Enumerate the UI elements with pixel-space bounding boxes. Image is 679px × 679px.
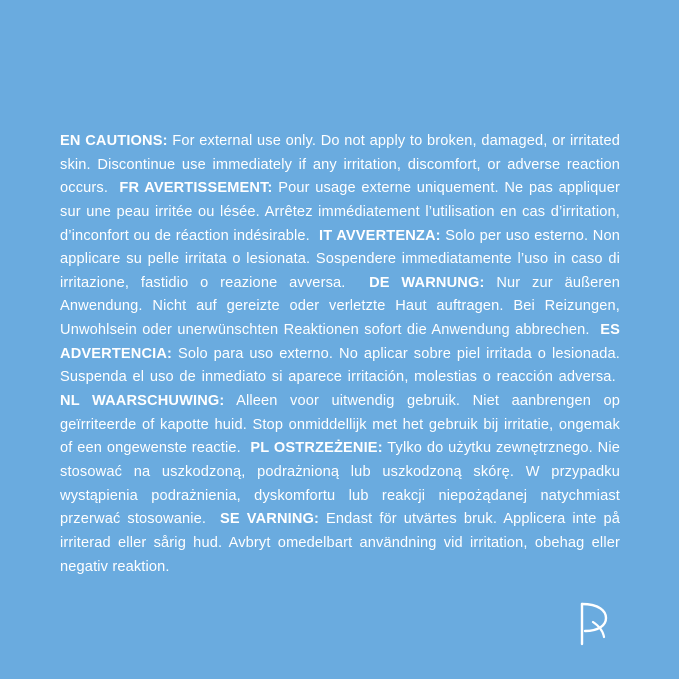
caution-body-fr: Pour usage externe uniquement. Ne pas appliquer sur une peau irritée ou lésée. Arrêtez immédiatement l’utilisation en cas d’irritation, d’inconfort ou de réaction indésirable. <box>60 180 620 244</box>
brand-monogram-icon <box>573 600 613 646</box>
caution-label-se: SE VARNING: <box>220 511 320 528</box>
caution-body-de: Nur zur äußeren Anwendung. Nicht auf gereizte oder verletzte Haut auftragen. Bei Reizungen, Unwohlsein oder unerwünschten Reaktionen sofort die Anwendung abbrechen. <box>60 274 620 339</box>
caution-label-es: ES ADVERTENCIA: <box>60 322 620 362</box>
caution-label-de: DE WARNUNG: <box>369 274 485 291</box>
caution-body-es: Solo para uso externo. No aplicar sobre piel irritada o lesionada. Suspenda el uso de inmediato si aparece irritación, molestias o reacción adversa. <box>60 345 620 386</box>
caution-label-fr: FR AVERTISSEMENT: <box>119 180 273 197</box>
caution-label-en: EN CAUTIONS: <box>60 133 168 149</box>
caution-label-pl: PL OSTRZEŻENIE: <box>250 440 383 457</box>
caution-body-nl: Alleen voor uitwendig gebruik. Niet aanbrengen op geïrriteerde of kapotte huid. Stop onmiddellijk met het gebruik bij irritatie, ongemak of een ongewenste reactie. <box>60 393 620 457</box>
multilingual-cautions-text <box>60 130 620 579</box>
caution-body-se: Endast för utvärtes bruk. Applicera inte på irriterad eller sårig hud. Avbryt omedelbart användning vid irritation, obehag eller negativ reaktion. <box>60 511 620 575</box>
caution-label-it: IT AVVERTENZA: <box>319 227 441 244</box>
caution-label-nl: NL WAARSCHUWING: <box>60 393 225 410</box>
caution-body-pl: Tylko do użytku zewnętrznego. Nie stosować na uszkodzoną, podrażnioną lub uszkodzoną skórę. W przypadku wystąpienia podrażnienia, dyskomfortu lub reakcji niepożądanej natychmiast przerwać stosowanie. <box>60 440 620 528</box>
caution-body-it: Solo per uso esterno. Non applicare su pelle irritata o lesionata. Sospendere immediatamente l’uso in caso di irritazione, fastidio o reazione avversa. <box>60 227 621 291</box>
caution-body-en: For external use only. Do not apply to broken, damaged, or irritated skin. Discontinue use immediately if any irritation, discomfort, or adverse reaction occurs. <box>60 133 621 197</box>
